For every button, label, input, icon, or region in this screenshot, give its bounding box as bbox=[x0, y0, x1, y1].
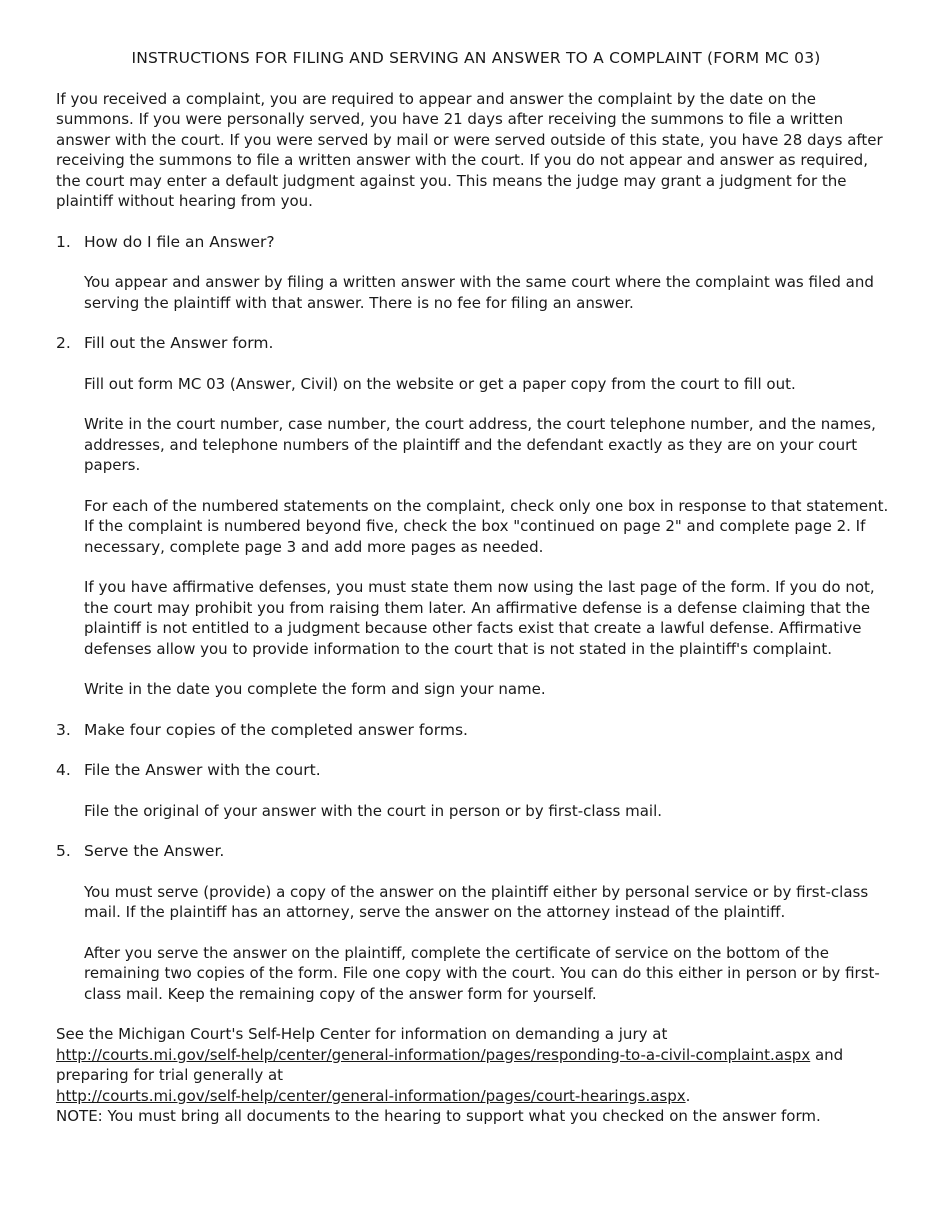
step-title: File the Answer with the court. bbox=[84, 761, 321, 779]
step-number: 3. bbox=[56, 720, 71, 739]
footer-paragraph bbox=[56, 1024, 896, 1106]
court-hearings-link[interactable]: http://courts.mi.gov/self-help/center/general-information/pages/court-hearings.aspx bbox=[56, 1086, 686, 1105]
step-number: 1. bbox=[56, 232, 71, 251]
step-title: Serve the Answer. bbox=[84, 842, 225, 860]
document-title: INSTRUCTIONS FOR FILING AND SERVING AN ANSWER TO A COMPLAINT (FORM MC 03) bbox=[131, 49, 821, 67]
step-paragraph: You appear and answer by filing a written answer with the same court where the complaint was filed and serving the plaintiff with that answer. There is no fee for filing an answer. bbox=[84, 273, 874, 312]
footer-text-1: See the Michigan Court's Self-Help Center for information on demanding a jury at bbox=[56, 1025, 668, 1043]
complaint-help-link[interactable]: http://courts.mi.gov/self-help/center/general-information/pages/responding-to-a-civil-complaint.aspx bbox=[56, 1045, 811, 1064]
step-number: 4. bbox=[56, 761, 71, 779]
step-heading bbox=[56, 720, 896, 741]
step-heading bbox=[56, 760, 896, 781]
steps-list bbox=[56, 232, 896, 1005]
step-title: Make four copies of the completed answer forms. bbox=[84, 720, 468, 739]
step-title: How do I file an Answer? bbox=[84, 232, 275, 251]
step-paragraph: Fill out form MC 03 (Answer, Civil) on the website or get a paper copy from the court to fill out. bbox=[84, 374, 796, 393]
step-paragraph: Write in the court number, case number, the court address, the court telephone number, and the names, addresses, and telephone numbers of the plaintiff and the defendant exactly as they are on your court papers. bbox=[84, 415, 876, 474]
footer-note: NOTE: You must bring all documents to the hearing to support what you checked on the answer form. bbox=[56, 1107, 821, 1125]
step-paragraph: You must serve (provide) a copy of the answer on the plaintiff either by personal service or by first-class mail. If the plaintiff has an attorney, serve the answer on the attorney instead of the plaintiff. bbox=[84, 882, 869, 921]
footer-text-3: . bbox=[685, 1086, 691, 1105]
step-number: 5. bbox=[56, 842, 71, 860]
step-heading bbox=[56, 333, 896, 354]
document-page bbox=[56, 48, 896, 1127]
step-paragraph: For each of the numbered statements on the complaint, check only one box in response to that statement. If the complaint is numbered beyond five, check the box "continued on page 2" and complete page 2. If necessary, complete page 3 and add more pages as needed. bbox=[84, 496, 889, 556]
step-heading bbox=[56, 232, 896, 253]
footer-section bbox=[56, 1024, 896, 1127]
intro-paragraph: If you received a complaint, you are required to appear and answer the complaint by the date on the summons. If you were personally served, you have 21 days after receiving the summons to file a written answer with the court. If you were served by mail or were served outside of this state, you have 28 days after receiving the summons to file a written answer with the court. If you do not appear and answer as required, the court may enter a default judgment against you. This means the judge may grant a judgment for the plaintiff without hearing from you. bbox=[56, 89, 883, 210]
footer-text-2: and preparing for trial generally at bbox=[56, 1045, 844, 1084]
step-heading bbox=[56, 841, 896, 862]
step-paragraph: If you have affirmative defenses, you must state them now using the last page of the form. If you do not, the court may prohibit you from raising them later. An affirmative defense is a defense claiming that the plaintiff is not entitled to a judgment because other facts exist that create a lawful defense. Affirmative defenses allow you to provide information to the court that is not stated in the plaintiff's complaint. bbox=[84, 578, 875, 658]
step-title: Fill out the Answer form. bbox=[84, 334, 274, 352]
step-paragraph: After you serve the answer on the plaintiff, complete the certificate of service on the bottom of the remaining two copies of the form. File one copy with the court. You can do this either in person or by first-class mail. Keep the remaining copy of the answer form for yourself. bbox=[84, 943, 880, 1003]
step-number: 2. bbox=[56, 334, 71, 352]
step-paragraph: File the original of your answer with the court in person or by first-class mail. bbox=[84, 801, 663, 820]
step-paragraph: Write in the date you complete the form and sign your name. bbox=[84, 680, 546, 698]
